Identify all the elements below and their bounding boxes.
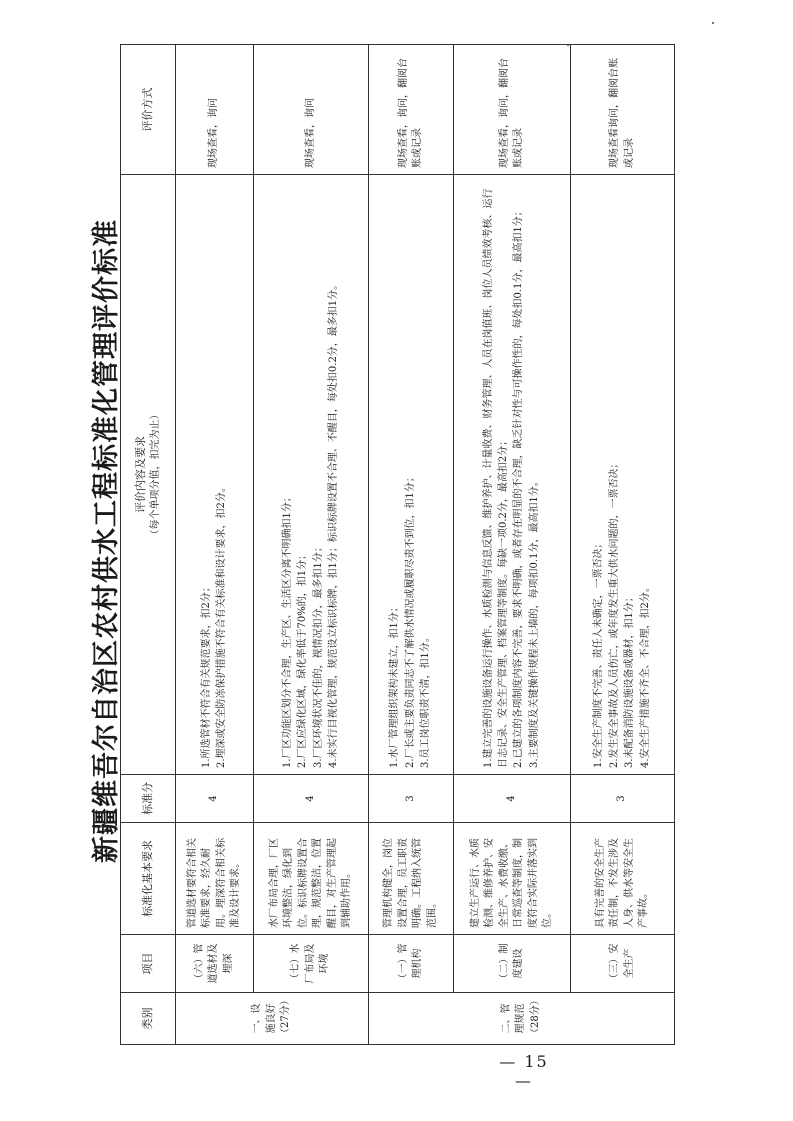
- method-cell: 现场查看，询问，翻阅台账或记录: [454, 45, 571, 175]
- score-cell: 4: [176, 775, 254, 823]
- item-cell: （一）管理机构: [369, 935, 454, 993]
- item-cell: （三）安全生产: [571, 935, 675, 993]
- score-cell: 4: [254, 775, 369, 823]
- item-cell: （二）制度建设: [454, 935, 571, 993]
- scan-speck: [567, 44, 569, 46]
- requirement-line: 3.厂区环境状况不佳的，视情况扣分，最多扣1分；: [312, 542, 324, 768]
- requirement-line: 2.发生安全事故及人员伤亡，或年度发生重大供水问题的，一票否决；: [608, 458, 620, 768]
- standard-cell: 管理机构健全，岗位设置合理，员工职责明确。工程纳入统管范围。: [369, 823, 454, 935]
- requirement-line: 3.未配备消防设施设备或器材，扣1分；: [624, 592, 635, 768]
- item-cell: （七）水厂布局及环境: [254, 935, 369, 993]
- requirement-line: 2.厂区应绿化区域，绿化率低于70%的，扣1分；: [297, 549, 308, 768]
- header-category: 类别: [121, 993, 176, 1045]
- requirement-line: 3.员工岗位职责不清，扣1分。: [420, 632, 432, 768]
- method-cell: 现场查看，询问: [254, 45, 369, 175]
- header-item: 项目: [121, 935, 176, 993]
- header-requirements-main: 评价内容及要求: [133, 436, 147, 513]
- requirement-line: 1.建立完善的设施设备运行操作、水质检测与信息反馈、维护养护、计量收费、财务管理、人员在岗值班、岗位人员绩效考核、运行日志记录、安全生产管理、档案管理等制度。每缺一项0.2分，最高扣2分；: [483, 188, 509, 768]
- requirement-line: 2.已建立的各项制度内容不完善，要求不明确，或者存在明显的不合理，缺乏针对性与可操作性的，每处扣0.1分，最高扣1分；: [513, 206, 524, 768]
- header-requirements: [121, 175, 176, 775]
- score-cell: 4: [454, 775, 571, 823]
- standard-cell: 建立生产运行、水质检测、维修养护、安全生产、水费收缴、日常巡查等制度，制度符合实际并落实到位。: [454, 823, 571, 935]
- scan-speck: [712, 22, 714, 24]
- table-row: [369, 45, 454, 1045]
- requirement-line: 2.厂长或主要负责同志不了解供水情况或履职尽责不到位，扣1分；: [404, 472, 416, 768]
- evaluation-table: [120, 44, 675, 1045]
- requirement-line: 4.安全生产措施不齐全、不合理，扣2分。: [639, 582, 651, 768]
- requirement-line: 1.水厂管理组织架构未建立，扣1分；: [389, 602, 401, 768]
- method-cell: 现场查看，询问: [176, 45, 254, 175]
- requirements-cell: [571, 175, 675, 775]
- requirement-line: 1.所选管材不符合有关规范要求，扣2分；: [200, 582, 212, 768]
- header-score: 标准分: [121, 775, 176, 823]
- category-cell: 二、管理规范（28分）: [369, 993, 675, 1045]
- header-requirements-sub: （每个单项分值，扣完为止）: [149, 409, 161, 540]
- requirement-line: 2.埋深或安全防冻保护措施不符合有关标准和设计要求，扣2分。: [216, 482, 227, 768]
- header-method: 评价方式: [121, 45, 176, 175]
- header-standard: 标准化基本要求: [121, 823, 176, 935]
- table-row: [454, 45, 571, 1045]
- requirement-line: 1.厂区功能区划分不合理，生产区、生活区分离不明确扣1分；: [281, 492, 293, 768]
- method-cell: 现场查看，询问，翻阅台账或记录: [369, 45, 454, 175]
- requirements-cell: [454, 175, 571, 775]
- requirement-line: 1.安全生产制度不完善、责任人未确定，一票否决；: [593, 538, 604, 768]
- standard-cell: 具有完善的安全生产责任制，不发生涉及人身、供水等安全生产事故。: [571, 823, 675, 935]
- page-number: — 15 —: [499, 1052, 549, 1090]
- standard-cell: 管道选材要符合相关标准要求，经久耐用。埋深符合相关标准及设计要求。: [176, 823, 254, 935]
- table-row: [571, 45, 675, 1045]
- table-row: [176, 45, 254, 1045]
- method-cell: 现场查看询问，翻阅台账或记录: [571, 45, 675, 175]
- score-cell: 3: [571, 775, 675, 823]
- category-cell: 一、设施良好（27分）: [176, 993, 369, 1045]
- score-cell: 3: [369, 775, 454, 823]
- table-header-row: [121, 45, 176, 1045]
- requirements-cell: [369, 175, 454, 775]
- document-title: 新疆维吾尔自治区农村供水工程标准化管理评价标准: [91, 219, 122, 863]
- requirements-cell: [176, 175, 254, 775]
- item-cell: （六）管道选材及埋深: [176, 935, 254, 993]
- requirement-line: 3.主要制度及关键操作规程未上墙的，每项扣0.1分，最高扣1分。: [528, 476, 540, 768]
- table-row: [254, 45, 369, 1045]
- standard-cell: 水厂布局合理，厂区环境整洁，绿化到位。标识标牌设置合理，规范整洁，位置醒目，对生产管理起到辅助作用。: [254, 823, 369, 935]
- requirements-cell: [254, 175, 369, 775]
- requirement-line: 4.未实行目视化管理，规范设立标识标牌，扣1分；标识标牌设置不合理、不醒目，每处扣0.2分，最多扣1分。: [328, 279, 339, 768]
